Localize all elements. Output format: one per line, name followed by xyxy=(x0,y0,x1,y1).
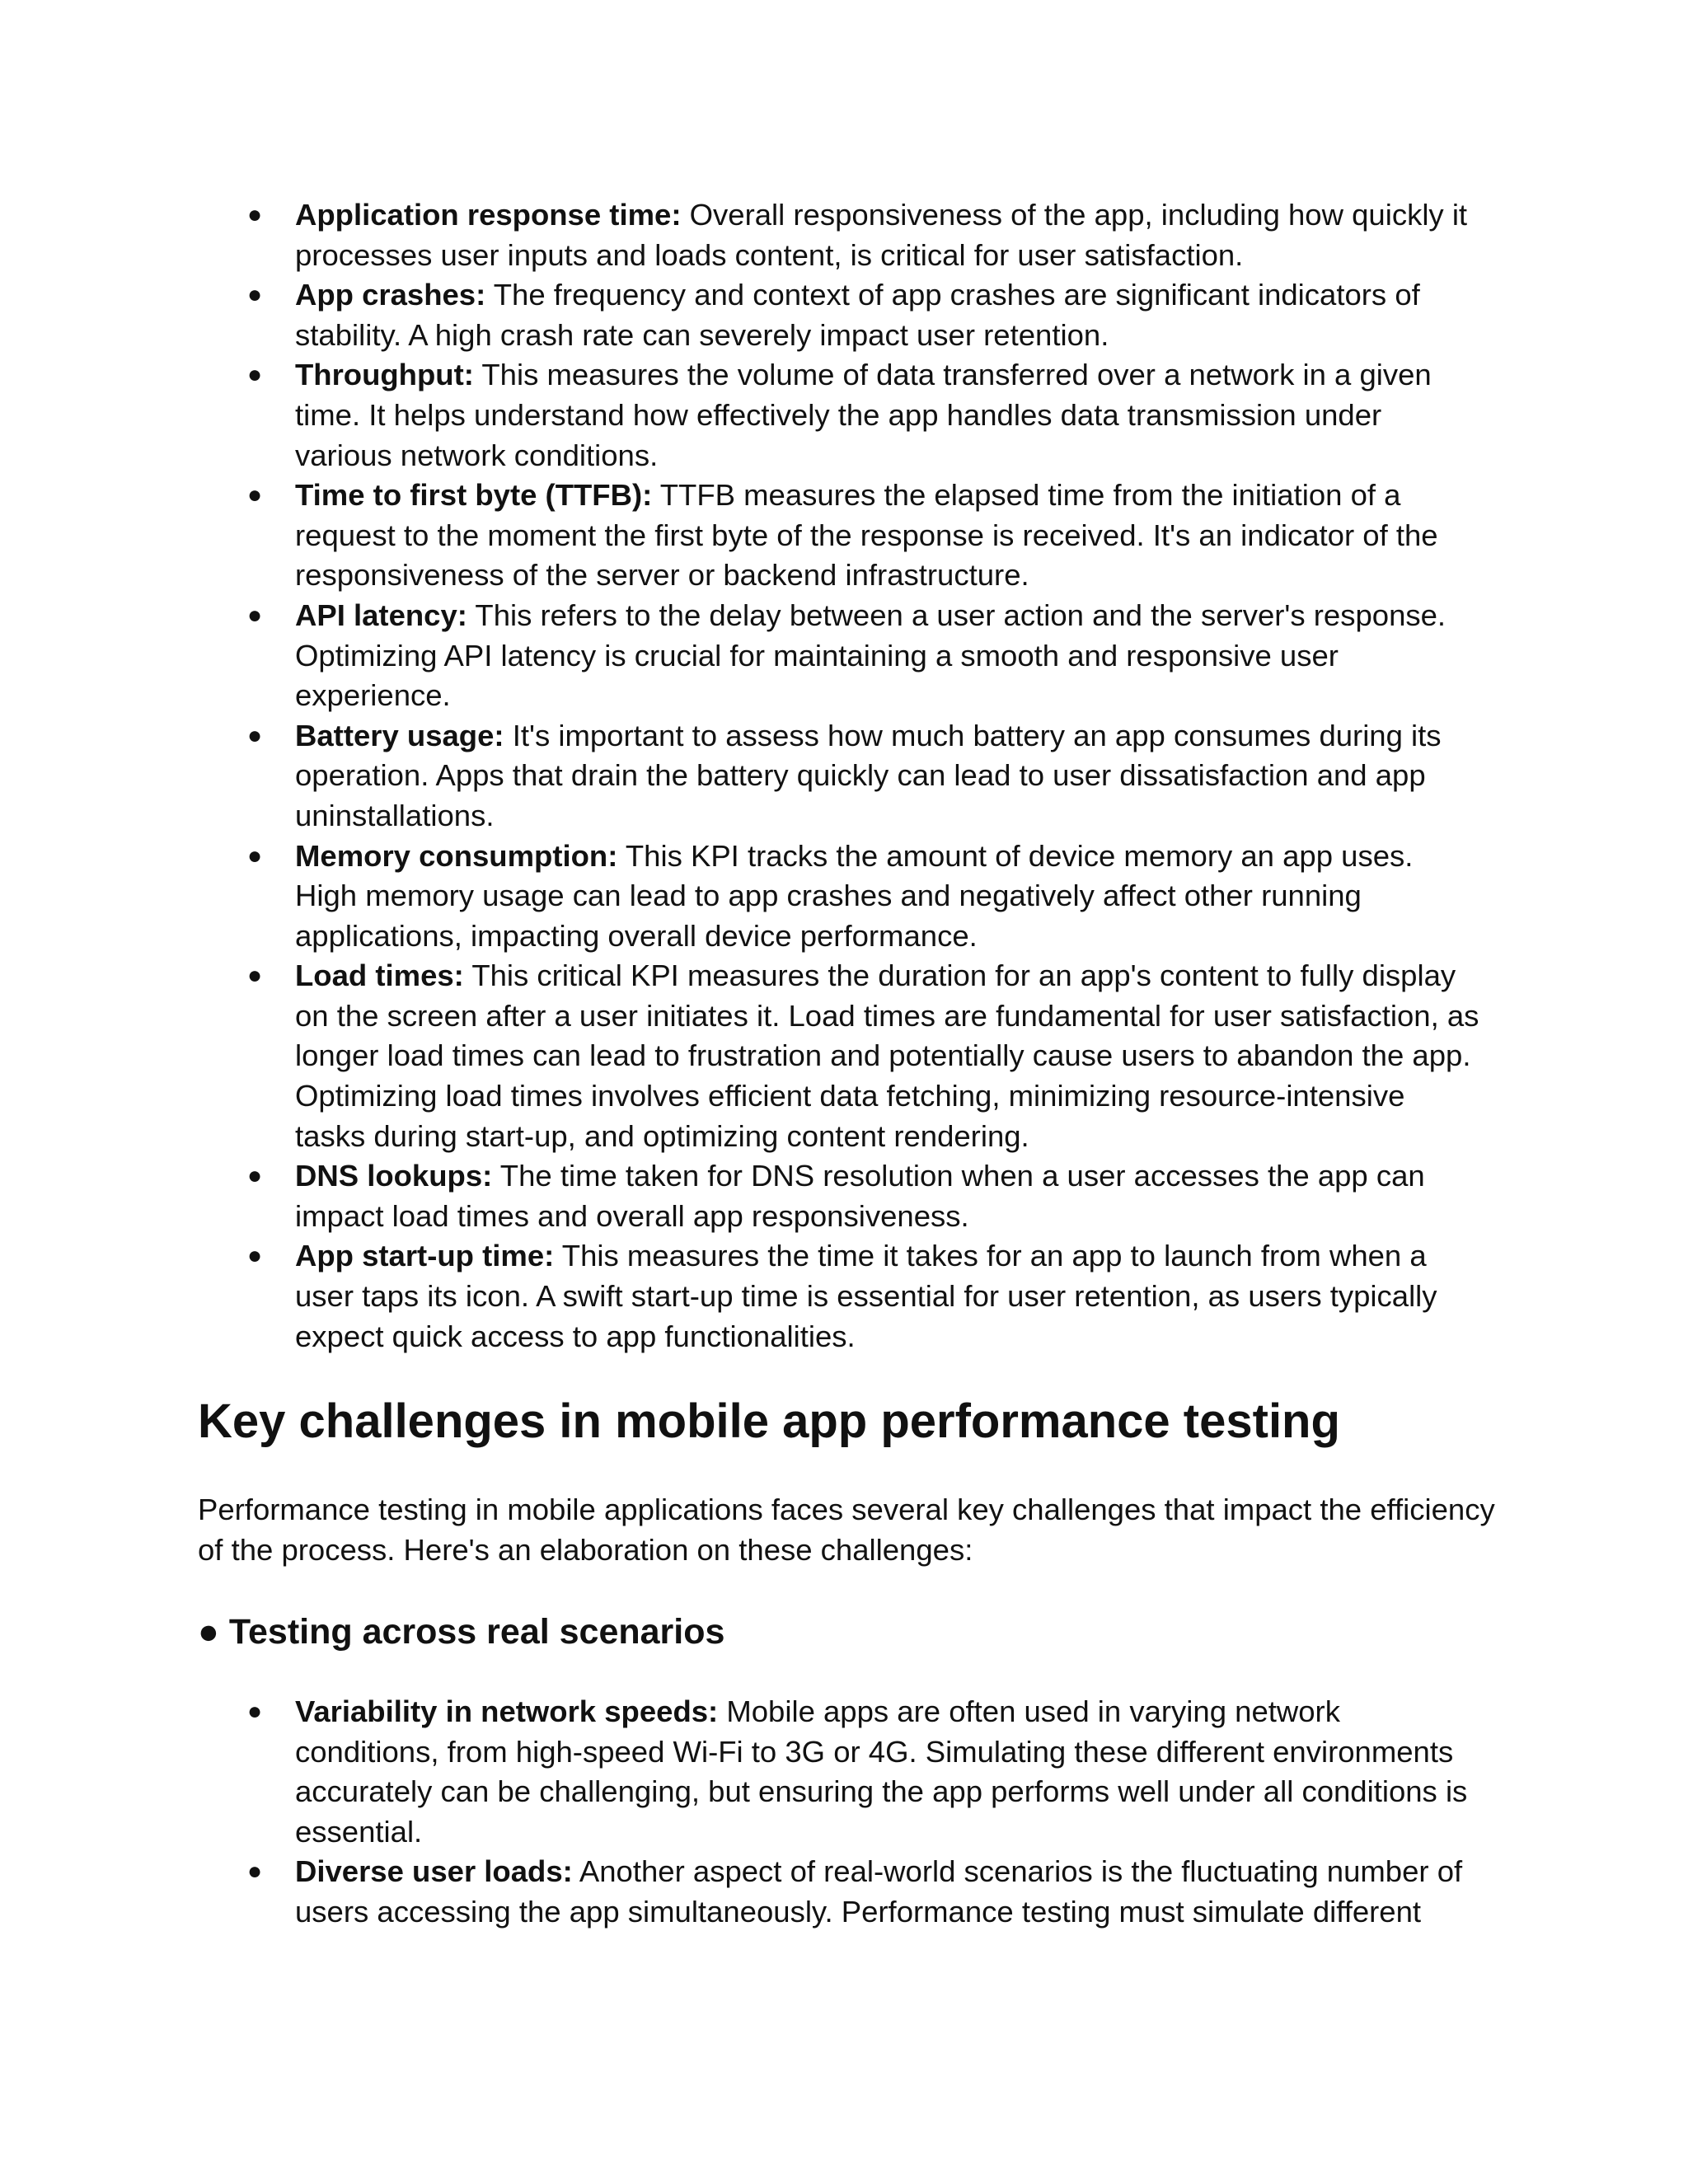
subsection-heading: ● Testing across real scenarios xyxy=(198,1612,725,1652)
bullet-term: Load times: xyxy=(295,958,464,993)
bullet-icon: ● xyxy=(247,1162,263,1190)
intro-paragraph: Performance testing in mobile applications faces several key challenges that impact the efficiency of the process. Here's an elaboration on these challenges: xyxy=(198,1493,1495,1567)
bullet-text: This KPI tracks the amount of device memory an app uses. High memory usage can lead to app crashes and negatively affect other running applications, impacting overall device performance. xyxy=(295,838,1414,953)
bullet-term: Application response time: xyxy=(295,198,682,232)
bullet-icon: ● xyxy=(247,481,263,509)
bullet-icon: ● xyxy=(247,1242,263,1270)
list-item xyxy=(0,837,1688,957)
bullet-text: This measures the volume of data transferred over a network in a given time. It helps understand how effectively the app handles data transmission under various network conditions. xyxy=(295,358,1432,472)
list-item xyxy=(0,1236,1688,1357)
bullet-icon: ● xyxy=(247,281,263,309)
bullet-icon: ● xyxy=(247,962,263,990)
list-item xyxy=(0,195,1688,275)
list-item xyxy=(0,275,1688,355)
bullet-icon: ● xyxy=(247,201,263,228)
bullet-icon: ● xyxy=(247,1698,263,1725)
bullet-term: App crashes: xyxy=(295,278,486,312)
bullet-text: Overall responsiveness of the app, including how quickly it processes user inputs and loads content, is critical for user satisfaction. xyxy=(295,198,1468,272)
bullet-term: App start-up time: xyxy=(295,1239,555,1273)
bullet-term: Variability in network speeds: xyxy=(295,1694,719,1728)
bullet-icon: ● xyxy=(247,841,263,869)
bullet-text: TTFB measures the elapsed time from the initiation of a request to the moment the first byte of the response is received. It's an indicator of the responsiveness of the server or backend infrastructure. xyxy=(295,478,1438,593)
kpi-bullet-list xyxy=(0,195,1688,1357)
bullet-text: It's important to assess how much battery an app consumes during its operation. Apps that drain the battery quickly can lead to user dissatisfaction and app uninstallations. xyxy=(295,718,1442,832)
bullet-term: Battery usage: xyxy=(295,718,504,752)
bullet-text: This refers to the delay between a user action and the server's response. Optimizing API latency is crucial for maintaining a smooth and responsive user experience. xyxy=(295,598,1447,713)
bullet-text: The frequency and context of app crashes are significant indicators of stability. A high crash rate can severely impact user retention. xyxy=(295,278,1420,352)
bullet-term: Time to first byte (TTFB): xyxy=(295,478,653,513)
bullet-icon: ● xyxy=(247,1858,263,1886)
list-item xyxy=(0,716,1688,837)
list-item xyxy=(0,956,1688,1156)
list-item xyxy=(0,1156,1688,1236)
bullet-text: This measures the time it takes for an app to launch from when a user taps its icon. A swift start-up time is essential for user retention, as users typically expect quick access to app functionalities. xyxy=(295,1239,1437,1353)
list-item xyxy=(0,1692,1688,1852)
bullet-text: Mobile apps are often used in varying network conditions, from high-speed Wi-Fi to 3G or 4G. Simulating these different environments accurately can be challenging, but ensuring the app performs well under all conditions is essential. xyxy=(295,1694,1468,1849)
section-heading: Key challenges in mobile app performance testing xyxy=(198,1394,1340,1448)
bullet-term: Memory consumption: xyxy=(295,838,618,873)
bullet-text: This critical KPI measures the duration for an app's content to fully display on the screen after a user initiates it. Load times are fundamental for user satisfaction, as longer load times can lead to frustration and potentially cause users to abandon the app. Optimizing load times involves efficient data fetching, minimizing resource-intensive tasks during start-up, and optimizing content rendering. xyxy=(295,958,1479,1153)
bullet-term: Diverse user loads: xyxy=(295,1854,573,1889)
bullet-icon: ● xyxy=(247,601,263,629)
bullet-term: DNS lookups: xyxy=(295,1159,493,1193)
list-item xyxy=(0,1852,1688,1932)
bullet-term: Throughput: xyxy=(295,358,474,392)
bullet-icon: ● xyxy=(247,361,263,389)
bullet-text: Another aspect of real-world scenarios is the fluctuating number of users accessing the app simultaneously. Performance testing must simulate different xyxy=(295,1854,1463,1929)
bullet-term: API latency: xyxy=(295,598,467,632)
scenario-bullet-list xyxy=(0,1692,1688,1933)
list-item xyxy=(0,596,1688,716)
list-item xyxy=(0,355,1688,476)
list-item xyxy=(0,476,1688,596)
bullet-icon: ● xyxy=(247,721,263,749)
bullet-text: The time taken for DNS resolution when a user accesses the app can impact load times and overall app responsiveness. xyxy=(295,1159,1425,1233)
